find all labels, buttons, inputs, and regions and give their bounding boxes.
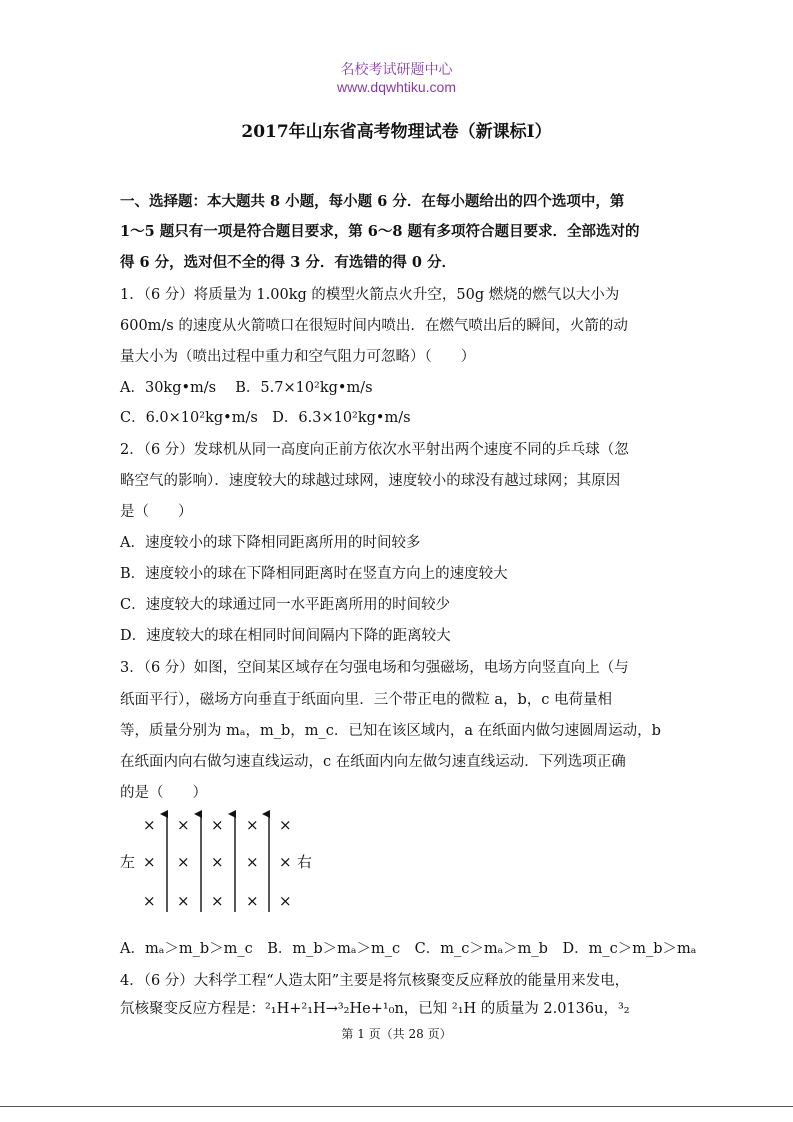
right-label: 右 <box>297 853 313 871</box>
cross-mark: × <box>211 892 224 910</box>
cross-mark: × <box>177 816 190 834</box>
page-footer: 第 1 页（共 28 页） <box>341 1027 452 1041</box>
divider <box>0 1106 793 1107</box>
q3-options: A．mₐ＞m_b＞m_c B．m_b＞mₐ＞m_c C．m_c＞mₐ＞m_b D．m_c＞m_b＞mₐ <box>120 941 697 957</box>
q1-option-line: A．30kg•m/s B．5.7×10²kg•m/s <box>120 380 373 396</box>
q4-stem-line: 氘核聚变反应方程是：²₁H+²₁H→³₂He+¹₀n，已知 ²₁H 的质量为 2.0136u，³₂ <box>120 1001 630 1017</box>
left-label: 左 <box>120 853 136 871</box>
cross-mark: × <box>246 816 259 834</box>
cross-mark: × <box>211 816 224 834</box>
q1-option-line: C．6.0×10²kg•m/s D．6.3×10²kg•m/s <box>120 410 411 426</box>
q3-stem-line: 纸面平行），磁场方向垂直于纸面向里．三个带正电的微粒 a，b，c 电荷量相 <box>120 692 613 708</box>
section-instruction-line: 一、选择题：本大题共 8 小题，每小题 6 分．在每小题给出的四个选项中，第 <box>120 193 625 210</box>
section-instruction-line: 1～5 题只有一项是符合题目要求，第 6～8 题有多项符合题目要求．全部选对的 <box>120 223 640 240</box>
cross-mark: × <box>279 892 292 910</box>
q2-option-a: A．速度较小的球下降相同距离所用的时间较多 <box>120 535 421 551</box>
site-name: 名校考试研题中心 <box>340 62 453 78</box>
q1-stem-line: 600m/s 的速度从火箭喷口在很短时间内喷出．在燃气喷出后的瞬间，火箭的动 <box>120 318 628 334</box>
cross-mark: × <box>143 853 156 871</box>
q2-stem-line: 2．（6 分）发球机从同一高度向正前方依次水平射出两个速度不同的乒乓球（忽 <box>120 442 629 458</box>
cross-mark: × <box>143 892 156 910</box>
q2-stem-line: 是（ ） <box>120 504 193 520</box>
q2-option-b: B．速度较小的球在下降相同距离时在竖直方向上的速度较大 <box>120 566 508 582</box>
site-url[interactable]: www.dqwhtiku.com <box>336 79 457 95</box>
q1-stem-line: 量大小为（喷出过程中重力和空气阻力可忽略）（ ） <box>120 349 476 365</box>
q3-stem-line: 3．（6 分）如图，空间某区域存在匀强电场和匀强磁场，电场方向竖直向上（与 <box>120 660 629 676</box>
cross-mark: × <box>177 892 190 910</box>
q1-stem-line: 1．（6 分）将质量为 1.00kg 的模型火箭点火升空，50g 燃烧的燃气以大小为 <box>120 287 620 303</box>
q2-stem-line: 略空气的影响）．速度较大的球越过球网，速度较小的球没有越过球网；其原因 <box>120 473 621 489</box>
q3-stem-line: 的是（ ） <box>120 785 207 801</box>
cross-mark: × <box>279 853 292 871</box>
q4-stem-line: 4．（6 分）大科学工程“人造太阳”主要是将氘核聚变反应释放的能量用来发电， <box>120 973 630 989</box>
cross-mark: × <box>246 892 259 910</box>
q3-stem-line: 等，质量分别为 mₐ，m_b，m_c．已知在该区域内，a 在纸面内做匀速圆周运动，b <box>120 723 661 739</box>
cross-mark: × <box>246 853 259 871</box>
cross-mark: × <box>211 853 224 871</box>
cross-mark: × <box>177 853 190 871</box>
cross-mark: × <box>143 816 156 834</box>
q2-option-c: C．速度较大的球通过同一水平距离所用的时间较少 <box>120 597 451 613</box>
section-instruction-line: 得 6 分，选对但不全的得 3 分．有选错的得 0 分． <box>120 254 457 271</box>
cross-mark: × <box>279 816 292 834</box>
field-diagram <box>120 808 320 918</box>
q3-stem-line: 在纸面内向右做匀速直线运动，c 在纸面内向左做匀速直线运动．下列选项正确 <box>120 754 626 770</box>
q2-option-d: D．速度较大的球在相同时间间隔内下降的距离较大 <box>120 628 451 644</box>
page-title: 2017年山东省高考物理试卷（新课标Ⅰ） <box>241 122 552 142</box>
